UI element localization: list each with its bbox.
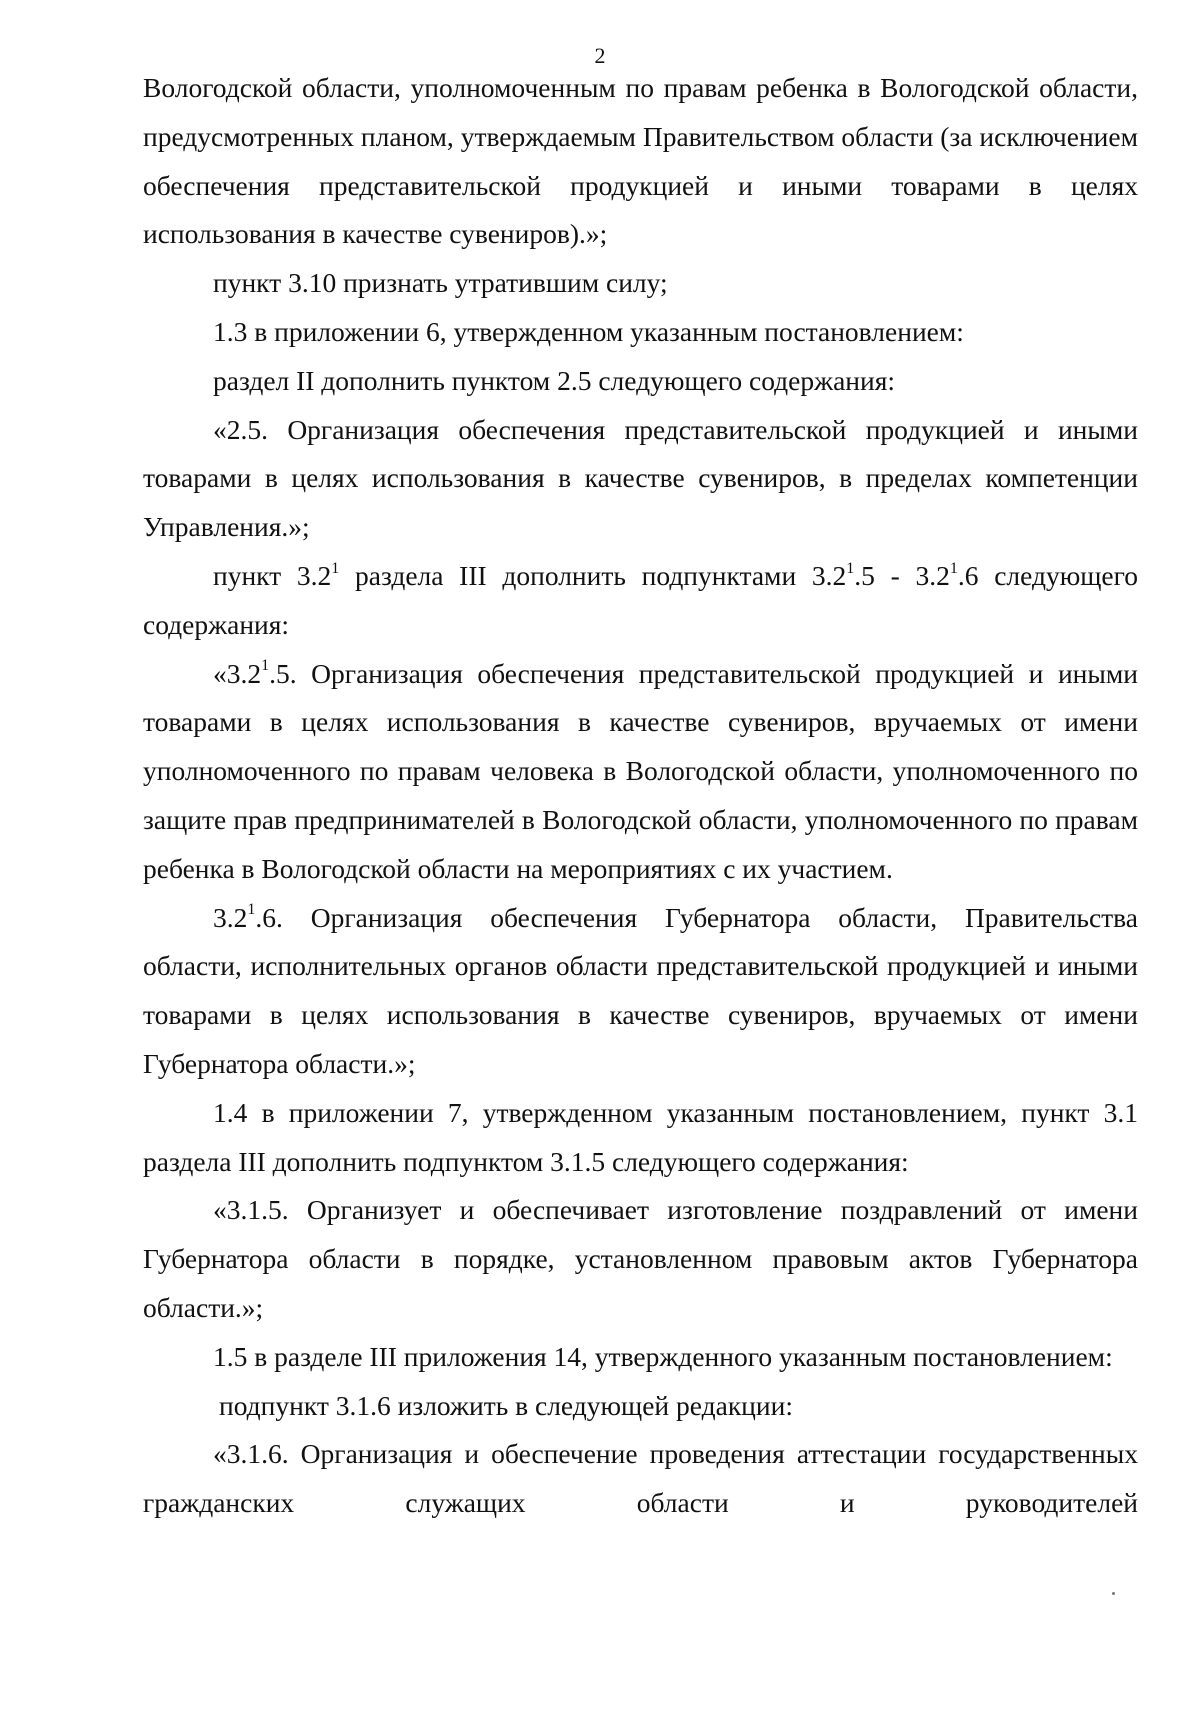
text-run: .5 - 3.2 — [854, 559, 950, 591]
text-run: «3.2 — [213, 657, 262, 689]
text-run: раздела III дополнить подпунктами 3.2 — [339, 559, 847, 591]
superscript: 1 — [261, 657, 270, 675]
document-body — [143, 64, 1138, 1528]
superscript: 1 — [331, 559, 340, 577]
text-run: .6. Организация обеспечения Губернатора области, Правительства области, исполнительных органов области представительской продукцией и иными товарами в целях использования в качестве сувениров, вручаемых от имени Губернатора области.»; — [143, 901, 1138, 1079]
paragraph-quote-3-2-1-5 — [143, 650, 1138, 894]
paragraph-quote-3-1-5: «3.1.5. Организует и обеспечивает изготовление поздравлений от имени Губернатора области в порядке, установленном правовым актов Губернатора области.»; — [143, 1194, 1138, 1323]
paragraph-subitem-3-1-6: подпункт 3.1.6 изложить в следующей редакции: — [219, 1389, 793, 1421]
text-run: пункт 3.2 — [213, 559, 332, 591]
text-run: .6 следующего содержания: — [143, 559, 1138, 640]
paragraph-quote-3-2-1-6 — [143, 894, 1138, 1089]
superscript: 1 — [247, 901, 256, 919]
superscript: 1 — [949, 559, 958, 577]
paragraph-item-1-3: 1.3 в приложении 6, утвержденном указанным постановлением: — [213, 315, 964, 347]
paragraph-quote-2-5: «2.5. Организация обеспечения представительской продукцией и иными товарами в целях использования в качестве сувениров, в пределах компетенции Управления.»; — [143, 413, 1138, 543]
text-run: .5. Организация обеспечения представительской продукцией и иными товарами в целях использования в качестве сувениров, вручаемых от имени уполномоченного по правам человека в Вологодской области, уполномоченного по защите прав предпринимателей в Вологодской области, уполномоченного по правам ребенка в Вологодской области на мероприятиях с их участием. — [143, 657, 1138, 884]
paragraph-item-3-10: пункт 3.10 признать утратившим силу; — [213, 267, 668, 299]
paragraph-quote-3-1-6: «3.1.6. Организация и обеспечение проведения аттестации государственных гражданских служащих области и руководителей — [143, 1438, 1138, 1519]
superscript: 1 — [846, 559, 855, 577]
text-run: 3.2 — [213, 901, 248, 933]
paragraph-section-ii: раздел II дополнить пунктом 2.5 следующего содержания: — [213, 364, 896, 396]
paragraph-item-1-5: 1.5 в разделе III приложения 14, утвержденного указанным постановлением: — [213, 1340, 1113, 1372]
page-number: 2 — [594, 43, 606, 68]
scan-artifact — [1112, 1592, 1115, 1595]
paragraph-item-3-2-1 — [143, 552, 1138, 650]
paragraph-item-1-4: 1.4 в приложении 7, утвержденном указанным постановлением, пункт 3.1 раздела III дополнить подпунктом 3.1.5 следующего содержания: — [143, 1096, 1138, 1177]
paragraph-continuation: Вологодской области, уполномоченным по правам ребенка в Вологодской области, предусмотренных планом, утверждаемым Правительством области (за исключением обеспечения представительской продукцией и иными товарами в целях использования в качестве сувениров).»; — [143, 72, 1138, 250]
